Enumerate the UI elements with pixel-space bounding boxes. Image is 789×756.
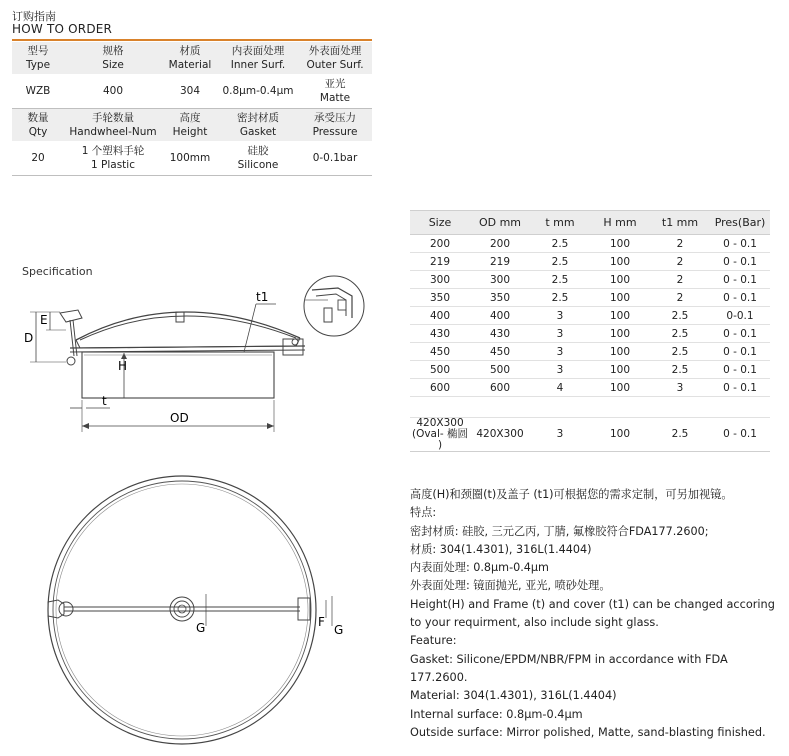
description-line: 内表面处理: 0.8μm-0.4μm xyxy=(410,561,549,575)
cell-text: Gasket xyxy=(239,126,277,138)
cell-text: 数量 xyxy=(27,112,49,124)
table-cell: 0-0.1 xyxy=(710,307,770,325)
cell-text: Outer Surf. xyxy=(306,59,364,71)
table-cell xyxy=(530,397,590,418)
table-cell: 2 xyxy=(650,253,710,271)
table-cell: 2.5 xyxy=(650,361,710,379)
cell-text: (Oval- 椭圆 ) xyxy=(411,428,469,451)
table-cell: 100 xyxy=(590,379,650,397)
table-cell: 219 xyxy=(470,253,530,271)
cell-text: Pressure xyxy=(312,126,358,138)
order-header-cell xyxy=(64,109,162,142)
cell-text: Size xyxy=(102,59,124,71)
table-cell: 2.5 xyxy=(530,289,590,307)
table-cell: 3 xyxy=(530,325,590,343)
table-cell: 400 xyxy=(410,307,470,325)
description-line: Internal surface: 0.8μm-0.4μm xyxy=(410,707,583,721)
cell-text: WZB xyxy=(25,85,51,97)
table-cell: 400 xyxy=(470,307,530,325)
table-cell: 2.5 xyxy=(530,235,590,253)
order-value-cell xyxy=(162,74,218,109)
dim-label-g-side: G xyxy=(334,623,344,637)
order-header-cell xyxy=(64,42,162,74)
cell-text: Handwheel-Num xyxy=(69,126,157,138)
cell-text: 1 个塑料手轮 xyxy=(81,145,145,157)
cell-text: 1 Plastic xyxy=(91,159,135,171)
order-value-cell xyxy=(12,74,64,109)
order-header-cell xyxy=(298,109,372,142)
order-title-rule xyxy=(12,39,372,41)
order-header-cell xyxy=(298,42,372,74)
cell-text: 外表面处理 xyxy=(308,45,362,57)
table-cell: 0 - 0.1 xyxy=(710,379,770,397)
cell-text: Inner Surf. xyxy=(230,59,286,71)
table-cell: 100 xyxy=(590,325,650,343)
spec-label: Specification xyxy=(22,265,93,278)
cell-text: 密封材质 xyxy=(237,112,279,124)
table-row xyxy=(410,379,770,397)
spec-header-h: H mm xyxy=(590,211,650,235)
description-line: 特点: xyxy=(410,506,437,520)
order-header-cell xyxy=(218,109,298,142)
spec-header-t: t mm xyxy=(530,211,590,235)
table-cell: 100 xyxy=(590,361,650,379)
table-cell: 219 xyxy=(410,253,470,271)
table-cell: 2.5 xyxy=(650,418,710,452)
table-cell xyxy=(590,397,650,418)
table-cell: 2.5 xyxy=(530,253,590,271)
table-cell: 3 xyxy=(530,418,590,452)
table-cell: 350 xyxy=(410,289,470,307)
cell-text: 高度 xyxy=(179,112,201,124)
table-row xyxy=(410,289,770,307)
table-row xyxy=(410,307,770,325)
table-cell: 0 - 0.1 xyxy=(710,418,770,452)
order-header-cell xyxy=(12,109,64,142)
table-cell: 450 xyxy=(470,343,530,361)
table-row-oval xyxy=(410,418,770,452)
table-cell: 3 xyxy=(650,379,710,397)
side-view-drawing xyxy=(0,260,400,440)
table-spacer-row xyxy=(410,397,770,418)
order-value-cell xyxy=(298,141,372,176)
table-cell xyxy=(710,397,770,418)
table-cell xyxy=(470,397,530,418)
table-cell: 100 xyxy=(590,289,650,307)
table-cell: 100 xyxy=(590,235,650,253)
cell-text: 100mm xyxy=(169,152,211,164)
cell-text: Type xyxy=(25,59,51,71)
order-value-cell xyxy=(12,141,64,176)
table-cell: 4 xyxy=(530,379,590,397)
cell-text: Matte xyxy=(319,92,351,104)
order-header-row-2 xyxy=(12,109,372,142)
order-value-cell xyxy=(64,74,162,109)
order-title-en: HOW TO ORDER xyxy=(12,22,113,36)
table-cell: 600 xyxy=(410,379,470,397)
table-cell: 200 xyxy=(410,235,470,253)
cell-text: Qty xyxy=(28,126,48,138)
description-line: Material: 304(1.4301), 316L(1.4404) xyxy=(410,689,617,703)
table-row xyxy=(410,343,770,361)
dim-label-t: t xyxy=(102,394,107,408)
table-cell: 0 - 0.1 xyxy=(710,325,770,343)
cell-text: 硅胶 xyxy=(247,145,269,157)
description-line: 材质: 304(1.4301), 316L(1.4404) xyxy=(410,542,592,556)
description-line: Feature: xyxy=(410,634,457,648)
table-cell: 430 xyxy=(470,325,530,343)
table-cell: 350 xyxy=(470,289,530,307)
table-cell: 450 xyxy=(410,343,470,361)
table-row xyxy=(410,253,770,271)
cell-text: 304 xyxy=(179,85,201,97)
dim-label-g-center: G xyxy=(196,621,206,635)
description-line: 密封材质: 硅胶, 三元乙丙, 丁腈, 氟橡胶符合FDA177.2600; xyxy=(410,524,709,538)
table-cell: 430 xyxy=(410,325,470,343)
table-cell: 2 xyxy=(650,289,710,307)
table-cell: 100 xyxy=(590,307,650,325)
table-cell: 500 xyxy=(470,361,530,379)
order-header-cell xyxy=(162,109,218,142)
spec-table xyxy=(410,210,770,452)
order-header-row-1 xyxy=(12,42,372,74)
cell-text: 400 xyxy=(102,85,124,97)
table-cell xyxy=(650,397,710,418)
cell-text: Silicone xyxy=(237,159,279,171)
spec-header-t1: t1 mm xyxy=(650,211,710,235)
table-cell: 100 xyxy=(590,343,650,361)
table-cell: 3 xyxy=(530,343,590,361)
dim-label-od: OD xyxy=(170,411,189,425)
table-row xyxy=(410,271,770,289)
order-header-cell xyxy=(162,42,218,74)
table-cell: 3 xyxy=(530,307,590,325)
dim-label-f: F xyxy=(318,615,325,629)
table-cell xyxy=(410,397,470,418)
cell-text: 420X300 xyxy=(416,417,464,429)
dim-label-e: E xyxy=(40,313,48,327)
order-value-cell xyxy=(162,141,218,176)
table-cell: 2.5 xyxy=(530,271,590,289)
cell-text: 亚光 xyxy=(324,78,346,90)
description-line: Height(H) and Frame (t) and cover (t1) can be changed accoring xyxy=(410,597,775,611)
table-cell: 600 xyxy=(470,379,530,397)
cell-text: 材质 xyxy=(179,45,201,57)
cell-text: 承受压力 xyxy=(314,112,356,124)
spec-header-row xyxy=(410,211,770,235)
description-line: 高度(H)和颈圈(t)及盖子 (t1)可根据您的需求定制，可另加视镜。 xyxy=(410,488,733,501)
description-line: Outside surface: Mirror polished, Matte, sand-blasting finished. xyxy=(410,725,766,739)
dim-label-t1: t1 xyxy=(256,290,269,304)
cell-text: Height xyxy=(172,126,208,138)
spec-header-pres: Pres(Bar) xyxy=(710,211,770,235)
table-cell: 2.5 xyxy=(650,307,710,325)
table-cell xyxy=(410,418,470,452)
description-line: to your requirment, also include sight glass. xyxy=(410,616,659,630)
table-cell: 0 - 0.1 xyxy=(710,271,770,289)
table-row xyxy=(410,361,770,379)
table-row xyxy=(410,325,770,343)
spec-header-size: Size xyxy=(410,211,470,235)
cell-text: Material xyxy=(168,59,212,71)
table-cell: 2 xyxy=(650,235,710,253)
table-cell: 0 - 0.1 xyxy=(710,253,770,271)
table-cell: 100 xyxy=(590,271,650,289)
order-header-cell xyxy=(218,42,298,74)
order-value-cell xyxy=(298,74,372,109)
cell-text: 20 xyxy=(31,152,45,164)
table-cell: 3 xyxy=(530,361,590,379)
table-cell: 100 xyxy=(590,418,650,452)
table-cell: 200 xyxy=(470,235,530,253)
table-cell: 0 - 0.1 xyxy=(710,235,770,253)
cell-text: 内表面处理 xyxy=(231,45,285,57)
description-block xyxy=(410,486,780,742)
order-value-row-2 xyxy=(12,141,372,176)
description-line: 177.2600. xyxy=(410,670,468,684)
cell-text: 规格 xyxy=(102,45,124,57)
order-value-cell xyxy=(218,74,298,109)
table-cell: 0 - 0.1 xyxy=(710,361,770,379)
description-line: Gasket: Silicone/EPDM/NBR/FPM in accordance with FDA xyxy=(410,652,728,666)
table-cell: 0 - 0.1 xyxy=(710,343,770,361)
table-cell: 100 xyxy=(590,253,650,271)
order-value-cell xyxy=(64,141,162,176)
cell-text: 0.8μm-0.4μm xyxy=(222,85,294,97)
order-title-cn: 订购指南 xyxy=(12,10,56,23)
table-cell: 0 - 0.1 xyxy=(710,289,770,307)
top-view-drawing xyxy=(0,470,400,756)
cell-text: 型号 xyxy=(27,45,49,57)
table-cell: 2.5 xyxy=(650,343,710,361)
order-value-row-1 xyxy=(12,74,372,109)
description-line: 外表面处理: 镜面抛光, 亚光, 喷砂处理。 xyxy=(410,579,611,593)
table-cell: 420X300 xyxy=(470,418,530,452)
table-cell: 300 xyxy=(410,271,470,289)
order-value-cell xyxy=(218,141,298,176)
order-table xyxy=(12,42,372,176)
dim-label-h: H xyxy=(118,359,128,373)
order-header-cell xyxy=(12,42,64,74)
table-cell: 2 xyxy=(650,271,710,289)
table-cell: 2.5 xyxy=(650,325,710,343)
cell-text: 手轮数量 xyxy=(92,112,134,124)
cell-text: 0-0.1bar xyxy=(312,152,358,164)
table-row xyxy=(410,235,770,253)
dim-label-d: D xyxy=(24,331,34,345)
table-cell: 500 xyxy=(410,361,470,379)
table-cell: 300 xyxy=(470,271,530,289)
spec-header-od: OD mm xyxy=(470,211,530,235)
